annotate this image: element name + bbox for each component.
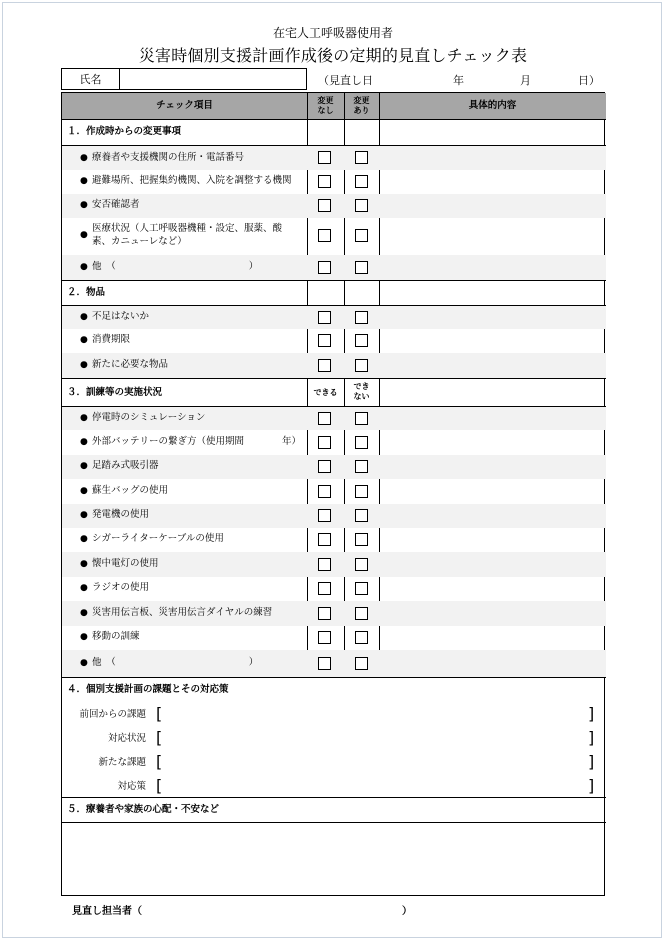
bracket-open: [ [156, 752, 163, 771]
status-field[interactable] [166, 730, 586, 747]
checkbox-no-change[interactable] [318, 229, 331, 242]
table-header-row [62, 93, 606, 120]
checkbox-no-change[interactable] [318, 261, 331, 274]
status-label: 対応状況 [107, 733, 146, 744]
countermeasure-field[interactable] [166, 778, 586, 795]
checkbox-cannot-do[interactable] [355, 436, 368, 449]
item-label: 災害用伝言板、災害用伝言ダイヤルの練習 [92, 607, 273, 618]
list-item [62, 194, 606, 218]
checkbox-can-do[interactable] [318, 533, 331, 546]
bracket-close: ] [588, 752, 595, 771]
header-cannot-do: でき ない [353, 382, 370, 401]
item-label-line2: 素、カニューレなど） [92, 236, 187, 247]
checkbox-can-do[interactable] [318, 509, 331, 522]
checkbox-no-change[interactable] [318, 359, 331, 372]
list-item [62, 170, 606, 194]
item-label: 停電時のシミュレーション [92, 412, 206, 423]
item-label: 移動の訓練 [92, 631, 140, 642]
checkbox-can-do[interactable] [318, 631, 331, 644]
list-item [62, 353, 606, 378]
previous-issue-field[interactable] [166, 706, 586, 723]
item-label: シガーライターケーブルの使用 [92, 533, 224, 544]
section3-title-row [62, 378, 606, 406]
header-detail: 具体的内容 [468, 100, 517, 111]
checkbox-changed[interactable] [355, 229, 368, 242]
bullet-icon: ● [80, 486, 88, 496]
bullet-icon: ● [80, 461, 88, 471]
bracket-open: [ [156, 728, 163, 747]
list-item [62, 650, 606, 677]
item-label: 外部バッテリーの繋ぎ方（使用期間 年） [92, 436, 302, 447]
checkbox-cannot-do[interactable] [355, 607, 368, 620]
checkbox-changed[interactable] [355, 311, 368, 324]
item-label: 懐中電灯の使用 [92, 558, 159, 569]
checkbox-can-do[interactable] [318, 582, 331, 595]
checkbox-no-change[interactable] [318, 151, 331, 164]
list-item [62, 305, 606, 329]
bracket-close: ] [588, 728, 595, 747]
checkbox-cannot-do[interactable] [355, 558, 368, 571]
list-item [62, 145, 606, 170]
item-label: 蘇生バッグの使用 [92, 485, 169, 496]
item-label: 発電機の使用 [92, 509, 150, 520]
bullet-icon: ● [80, 176, 88, 186]
bracket-open: [ [156, 704, 163, 723]
review-day-label: 日） [578, 74, 600, 87]
bullet-icon: ● [80, 510, 88, 520]
reviewer-signature-line: 見直し担当者（ ） [72, 906, 412, 917]
header-no-change: 変更 なし [317, 96, 334, 115]
checkbox-can-do[interactable] [318, 558, 331, 571]
checkbox-changed[interactable] [355, 334, 368, 347]
checkbox-can-do[interactable] [318, 436, 331, 449]
item-label: ラジオの使用 [92, 582, 150, 593]
list-item [62, 329, 606, 353]
bullet-icon: ● [80, 437, 88, 447]
bullet-icon: ● [80, 658, 88, 668]
document-title: 災害時個別支援計画作成後の定期的見直しチェック表 [138, 46, 528, 65]
bracket-close: ] [588, 776, 595, 795]
bullet-icon: ● [80, 583, 88, 593]
checkbox-no-change[interactable] [318, 175, 331, 188]
section2-title-row [62, 280, 606, 305]
list-item [62, 577, 606, 601]
checkbox-cannot-do[interactable] [355, 631, 368, 644]
checkbox-changed[interactable] [355, 359, 368, 372]
list-item [62, 406, 606, 430]
checkbox-can-do[interactable] [318, 657, 331, 670]
checkbox-cannot-do[interactable] [355, 533, 368, 546]
new-issue-label: 新たな課題 [98, 757, 146, 768]
checkbox-cannot-do[interactable] [355, 657, 368, 670]
section4-title: ４．個別支援計画の課題とその対応策 [67, 684, 229, 695]
item-label: 足踏み式吸引器 [92, 460, 159, 471]
list-item [62, 504, 606, 528]
checkbox-can-do[interactable] [318, 412, 331, 425]
bullet-icon: ● [80, 360, 88, 370]
bullet-icon: ● [80, 632, 88, 642]
bullet-icon: ● [80, 559, 88, 569]
list-item [62, 528, 606, 552]
checkbox-cannot-do[interactable] [355, 485, 368, 498]
checkbox-no-change[interactable] [318, 199, 331, 212]
list-item [62, 626, 606, 650]
checkbox-cannot-do[interactable] [355, 460, 368, 473]
item-label: 療養者や支援機関の住所・電話番号 [92, 152, 245, 163]
document-subtitle: 在宅人工呼吸器使用者 [272, 26, 393, 40]
checkbox-can-do[interactable] [318, 607, 331, 620]
review-month-label: 月 [520, 74, 531, 87]
bullet-icon: ● [80, 312, 88, 322]
item-label: 医療状況（人工呼吸器機種・設定、服薬、酸 [92, 223, 283, 234]
countermeasure-label: 対応策 [117, 781, 146, 792]
concerns-field[interactable] [62, 822, 606, 895]
header-can-do: できる [313, 388, 338, 397]
header-check-item: チェック項目 [156, 100, 213, 111]
checklist-table [61, 92, 605, 896]
name-label: 氏名 [61, 68, 120, 90]
bullet-icon: ● [80, 262, 88, 272]
checkbox-can-do[interactable] [318, 460, 331, 473]
list-item [62, 479, 606, 504]
bullet-icon: ● [80, 200, 88, 210]
item-label: 新たに必要な物品 [92, 359, 169, 370]
new-issue-field[interactable] [166, 754, 586, 771]
item-label: 消費期限 [92, 334, 131, 345]
section4-block [62, 677, 606, 797]
section5-title-row [62, 797, 606, 822]
list-item [62, 552, 606, 577]
bracket-close: ] [588, 704, 595, 723]
bullet-icon: ● [80, 413, 88, 423]
checkbox-no-change[interactable] [318, 334, 331, 347]
checkbox-changed[interactable] [355, 175, 368, 188]
section1-title: １．作成時からの変更事項 [67, 126, 182, 137]
bullet-icon: ● [80, 534, 88, 544]
list-item [62, 255, 606, 280]
list-item [62, 601, 606, 626]
section2-title: ２．物品 [67, 287, 106, 298]
item-label: 他 （ ） [92, 657, 259, 668]
item-label: 他 （ ） [92, 261, 259, 272]
review-date-label: （見直し日 [318, 74, 373, 87]
bullet-icon: ● [80, 335, 88, 345]
bullet-icon: ● [80, 230, 88, 240]
checkbox-changed[interactable] [355, 199, 368, 212]
section5-title: ５．療養者や家族の心配・不安など [67, 804, 220, 815]
header-changed: 変更 あり [353, 96, 370, 115]
list-item [62, 218, 606, 255]
issue-label: 前回からの課題 [79, 709, 146, 720]
checkbox-cannot-do[interactable] [355, 412, 368, 425]
checkbox-cannot-do[interactable] [355, 582, 368, 595]
bullet-icon: ● [80, 608, 88, 618]
checkbox-changed[interactable] [355, 151, 368, 164]
item-label: 安否確認者 [92, 199, 140, 210]
item-label: 避難場所、把握集約機関、入院を調整する機関 [92, 175, 292, 186]
section3-title: ３．訓練等の実施状況 [67, 387, 163, 398]
list-item [62, 430, 606, 455]
checkbox-no-change[interactable] [318, 311, 331, 324]
checkbox-changed[interactable] [355, 261, 368, 274]
item-label: 不足はないか [92, 311, 150, 322]
checkbox-can-do[interactable] [318, 485, 331, 498]
name-field[interactable] [120, 68, 307, 90]
bracket-open: [ [156, 776, 163, 795]
checkbox-cannot-do[interactable] [355, 509, 368, 522]
section1-title-row [62, 120, 606, 145]
bullet-icon: ● [80, 153, 88, 163]
review-year-label: 年 [453, 74, 464, 87]
list-item [62, 455, 606, 479]
